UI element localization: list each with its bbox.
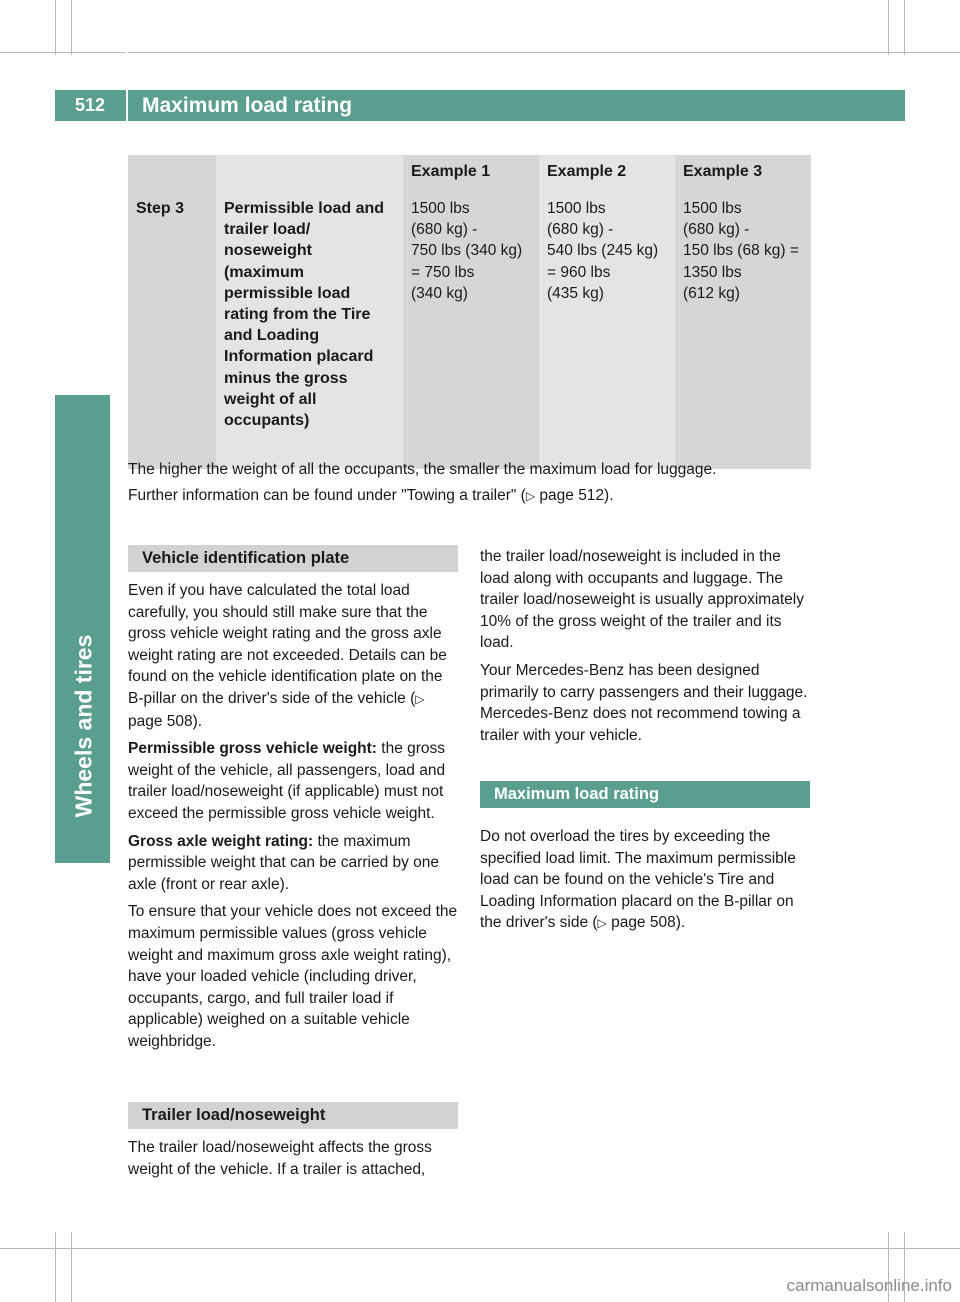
value-line: (680 kg) -: [547, 221, 614, 239]
paragraph-text: Even if you have calculated the total load carefully, you should still make sure that the gross vehicle weight rating and the gross axle weight rating are not exceeded. Details can be found on the vehicle identification plate on the B-pillar on the driver's side of the vehicle (: [128, 582, 447, 707]
right-column: [480, 546, 814, 752]
table-header-example-1: Example 1: [403, 155, 539, 189]
paragraph-text: the gross weight of the vehicle, all passengers, load and trailer load/noseweight (if applicable) must not exceed the permissible gross vehicle weight.: [128, 740, 446, 822]
crop-mark: [0, 52, 960, 53]
example-1-cell: [403, 189, 539, 469]
paragraph: The trailer load/noseweight affects the gross weight of the vehicle. If a trailer is attached,: [128, 1139, 432, 1178]
paragraph: [128, 580, 462, 732]
crop-mark: [904, 0, 905, 55]
value-line: 750 lbs (340 kg): [411, 242, 523, 260]
term-label: Gross axle weight rating:: [128, 832, 314, 850]
intro-reference: [128, 485, 818, 507]
page-ref-arrow-icon: ▷: [525, 489, 536, 503]
crop-mark: [71, 1232, 72, 1302]
reference-text: Further information can be found under "Towing a trailer" (: [128, 487, 526, 504]
crop-mark: [71, 0, 72, 55]
section-heading-trailer: Trailer load/noseweight: [128, 1102, 458, 1129]
crop-mark: [55, 0, 56, 55]
example-3-cell: [675, 189, 811, 469]
value-line: 540 lbs (245 kg): [547, 242, 659, 260]
table-header-row: [128, 155, 811, 189]
crop-mark: [55, 1232, 56, 1302]
page-ref-link[interactable]: page 512).: [535, 487, 614, 504]
page-ref-link[interactable]: page 508).: [606, 914, 686, 932]
description-cell: Permissible load and trailer load/ noseweight (maximum permissible load rating from the Tire and Loading Information placard minus the gross weight of all occupants): [216, 189, 403, 469]
watermark: carmanualsonline.info: [786, 1276, 952, 1295]
page-ref-arrow-icon: ▷: [597, 916, 607, 931]
page-number: 512: [74, 95, 106, 115]
value-line: 1500 lbs: [411, 200, 470, 217]
paragraph: [128, 738, 462, 824]
paragraph: the trailer load/noseweight is included in the load along with occupants and luggage. The trailer load/noseweight is usually approximately 10% of the gross weight of the trailer and its load.: [480, 548, 804, 652]
page-title: Maximum load rating: [142, 94, 353, 117]
table-header-cell: [216, 155, 403, 189]
table-header-example-2: Example 2: [539, 155, 675, 189]
table-row: [128, 189, 811, 469]
section-heading-max-load: Maximum load rating: [480, 781, 810, 808]
example-2-cell: [539, 189, 675, 469]
page-ref-arrow-icon: ▷: [415, 691, 425, 706]
page-header: [55, 90, 905, 121]
value-line: 150 lbs (68 kg) =: [683, 242, 799, 260]
term-label: Permissible gross vehicle weight:: [128, 740, 377, 758]
value-line: (340 kg): [411, 284, 468, 302]
table-header-cell: [128, 155, 216, 189]
max-load-section: [480, 826, 814, 941]
value-line: (680 kg) -: [683, 221, 750, 239]
chapter-tab-label: Wheels and tires: [70, 634, 97, 818]
intro-text: The higher the weight of all the occupants, the smaller the maximum load for luggage.: [128, 461, 717, 478]
value-line: 1350 lbs: [683, 263, 742, 281]
crop-mark: [888, 0, 889, 55]
vehicle-plate-section: [128, 580, 462, 1058]
value-line: (680 kg) -: [411, 221, 478, 239]
paragraph: To ensure that your vehicle does not exceed the maximum permissible values (gross vehicle weight and maximum gross axle weight rating), have your loaded vehicle (including driver, occupants, cargo, and full trailer load if applicable) weighed on a suitable vehicle weighbridge.: [128, 903, 458, 1050]
crop-mark: [0, 1248, 960, 1249]
paragraph: [480, 826, 814, 935]
paragraph: [128, 831, 462, 896]
table-header-example-3: Example 3: [675, 155, 811, 189]
paragraph-text: Do not overload the tires by exceeding the specified load limit. The maximum permissible load can be found on the vehicle's Tire and Loading Information placard on the B-pillar on the driver's side (: [480, 828, 796, 932]
value-line: 1500 lbs: [547, 200, 606, 217]
value-line: = 960 lbs: [547, 263, 611, 281]
load-example-table: [128, 155, 811, 469]
trailer-section: [128, 1137, 462, 1186]
header-divider: [126, 52, 128, 121]
value-line: = 750 lbs: [411, 263, 475, 281]
step-cell: Step 3: [128, 189, 216, 469]
page-ref-link[interactable]: page 508).: [128, 712, 203, 730]
paragraph: Your Mercedes-Benz has been designed primarily to carry passengers and their luggage. Mercedes-Benz does not recommend towing a trailer with your vehicle.: [480, 661, 808, 744]
section-heading-vehicle-plate: Vehicle identification plate: [128, 545, 458, 572]
value-line: (435 kg): [547, 284, 604, 302]
paragraph-text: the maximum permissible weight that can be carried by one axle (front or rear axle).: [128, 832, 440, 893]
value-line: (612 kg): [683, 284, 740, 302]
value-line: 1500 lbs: [683, 200, 742, 217]
